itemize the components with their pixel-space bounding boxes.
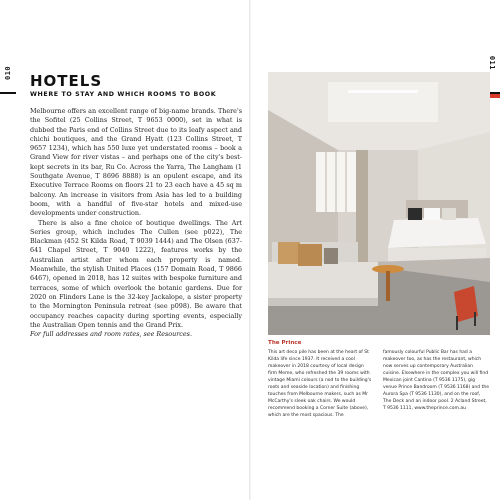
page-number-right: 011 xyxy=(488,55,496,70)
paragraph-intro: Melbourne offers an excellent range of big-name brands. There's the Sofitel (25 Collins Street, T 9653 0000), set in what is dubbed the Paris end of Collins Street due to its leafy aspect and chichi boutiques, and the Grand Hyatt (123 Collins Street, T 9657 1234), which has 550 luxe yet understated rooms – book a Grand View for river vistas – and perhaps one of the city's best-kept secrets in its bar, Ru Co. Across the Yarra, The Langham (1 Southgate Avenue, T 8696 8888) is an opulent escape, and its Executive Terrace Rooms on floors 21 to 23 each have a 45 sq m balcony. An increase in visitors from Asia has led to a building boom, with a handful of five-star hotels and mixed-use developments under construction. xyxy=(30,107,242,218)
hotel-room-photo xyxy=(268,72,490,335)
resources-note: For full addresses and room rates, see Resources. xyxy=(30,330,192,339)
paragraph-boutique: There is also a fine choice of boutique dwellings. The Art Series group, which includes The Cullen (see p022), The Blackman (452 St Kilda Road, T 9039 1444) and The Olsen (637-641 Chapel Street, T 9040 1222), features works by the Australian artist after whom each property is named. Meanwhile, the stylish United Places (157 Domain Road, T 9866 6467), opened in 2018, has 12 suites with bespoke furniture and terraces, some of which overlook the botanic gardens. Due for 2020 on Flinders Lane is the 32-key Jackalope, a sister property to the Mornington Peninsula retreat (see p098). Be aware that occupancy reaches capacity during sporting events, especially the Australian Open tennis and the Grand Prix. xyxy=(30,218,242,329)
caption-text-column-2: famously colourful Public Bar has had a makeover too, as has the restaurant, which now serves up contemporary Australian cuisine. Elsewhere in the complex you will find Mexican joint Cantina (T 9536 1175), gig venue Prince Bandroom (T 9536 1168) and the Aurora Spa (T 9536 1130), and on the roof, The Deck and an indoor pool. 2 Acland Street, T 9536 1111, www.theprince.com.au xyxy=(383,350,489,411)
caption-text-column-1: This art deco pile has been at the heart of St Kilda life since 1937. It received a cool makeover in 2018 courtesy of local design firm Meme, who refreshed the 39 rooms with vintage Miami colours (a nod to the building's roots and seaside location) and finishing touches from Melbourne makers, such as Mr McCarthy's sleek oak chairs. We would recommend booking a Corner Suite (above), which are the most spacious. The xyxy=(268,350,372,418)
section-accent-red xyxy=(490,94,500,98)
page-subtitle: WHERE TO STAY AND WHICH ROOMS TO BOOK xyxy=(30,91,217,98)
page-title: HOTELS xyxy=(30,72,103,90)
section-rule-left xyxy=(0,92,16,94)
article-body xyxy=(30,107,242,339)
page-number-left: 010 xyxy=(4,65,12,80)
caption-title: The Prince xyxy=(268,340,302,346)
